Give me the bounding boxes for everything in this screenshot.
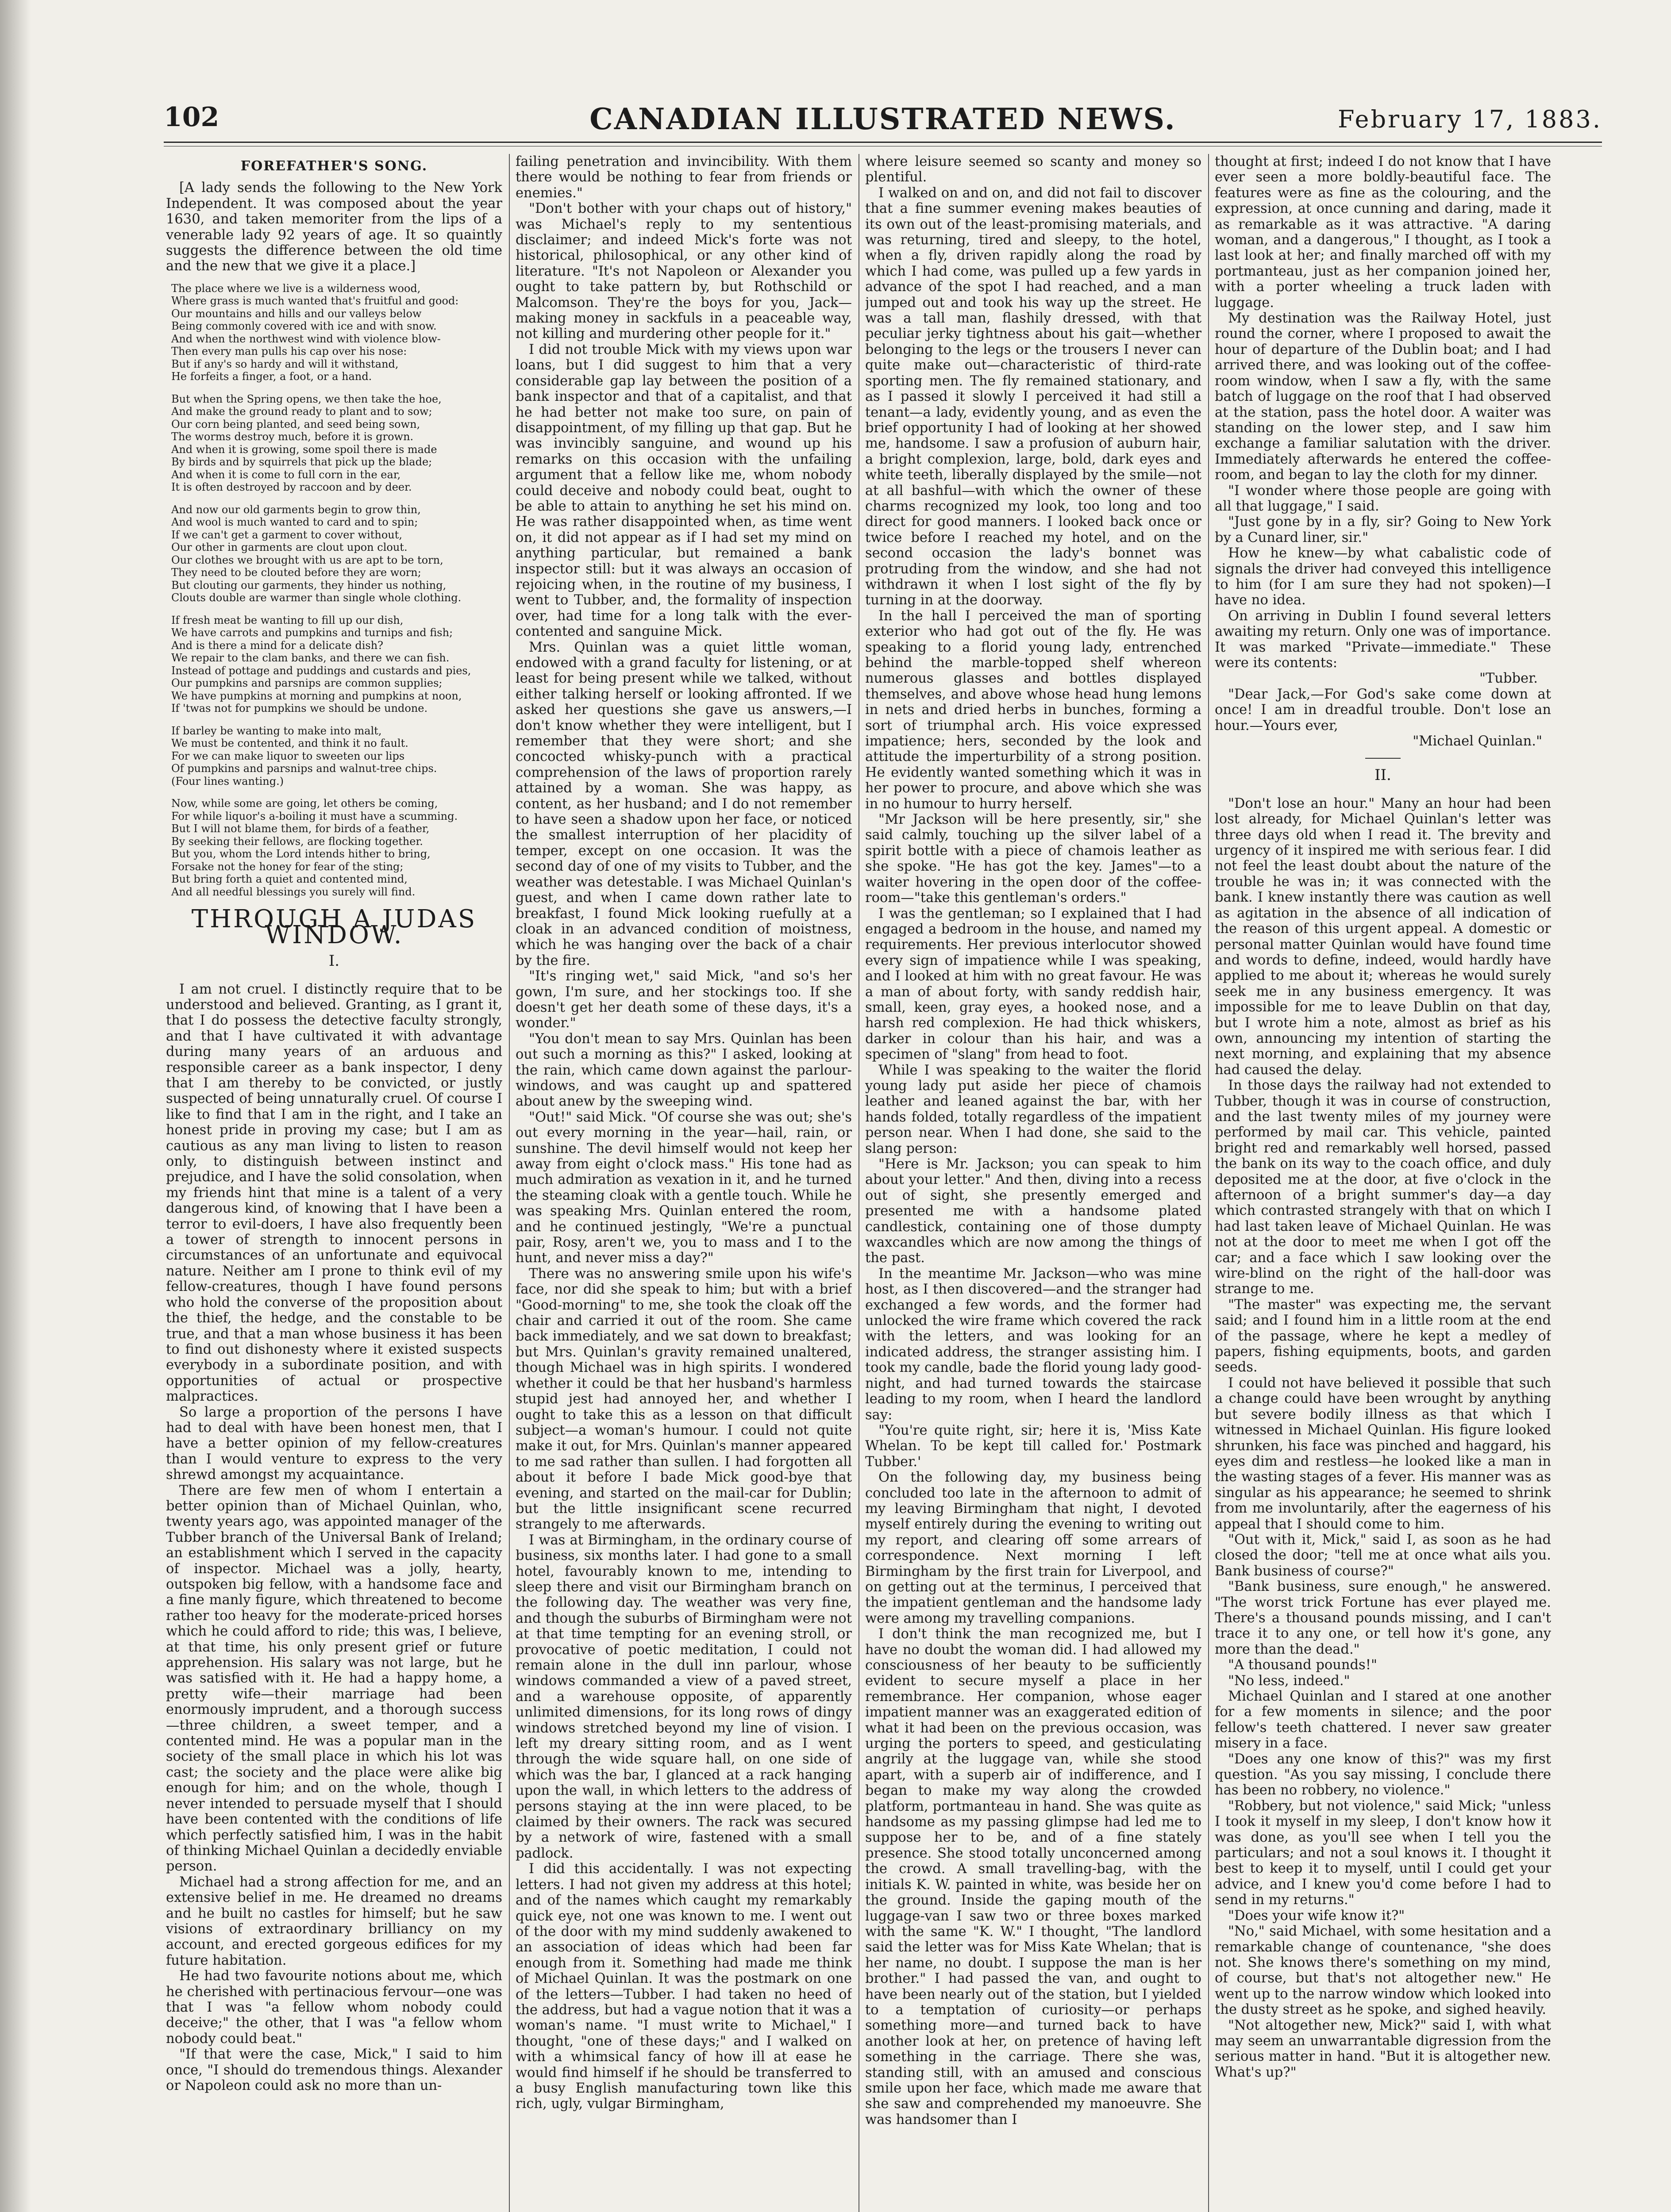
verse-line: Of pumpkins and parsnips and walnut-tree chips.: [171, 762, 437, 775]
verse-line: Clouts double are warmer than single whole clothing.: [171, 591, 462, 604]
verse-line: Instead of pottage and puddings and custards and pies,: [171, 664, 471, 677]
paragraph: I could not have believed it possible that such a change could have been wrought by anything but severe bodily illness as that which I witnessed in Michael Quinlan. His figure looked shrunken, his face was pinched and haggard, his eyes dim and restless—he looked like a man in the wasting stages of a fever. His manner was as singular as his appearance; he seemed to shrink from me involuntarily, after the eagerness of his appeal that I should come to him.: [1215, 1375, 1551, 1532]
paragraph: So large a proportion of the persons I have had to deal with have been honest men, that I have a better opinion of my fellow-creatures than I would venture to express to the very shrewd amongst my acquaintance.: [166, 1404, 502, 1483]
paragraph: "A thousand pounds!": [1228, 1657, 1377, 1673]
part-numeral-2: II.: [1375, 766, 1391, 784]
song-stanza: [171, 614, 502, 715]
verse-line: Our pumpkins and parsnips are common supplies;: [171, 677, 443, 690]
song-stanza: [171, 393, 502, 494]
paragraph: I walked on and on, and did not fail to discover that a fine summer evening makes beauties of its own out of the least-promising materials, and was returning, tired and sleepy, to the hotel, when a fly, driven rapidly along the road by which I had come, was pulled up a few yards in advance of the spot I had reached, and a man jumped out and took his way up the street. He was a tall man, flashily dressed, with that peculiar jerky tightness about his gait—whether belonging to the legs or the trousers I never can quite make out—characteristic of third-rate sporting men. The fly remained stationary, and as I passed it slowly I perceived it had still a tenant—a lady, evidently young, and as even the brief opportunity I had of looking at her showed me, handsome. I saw a profusion of auburn hair, a bright complexion, large, bold, dark eyes and white teeth, liberally displayed by the smile—not at all bashful—with which the owner of these charms recognized my look, too long and too direct for good manners. I looked back once or twice before I reached my hotel, and on the second occasion the lady's bonnet was protruding from the window, and she had not withdrawn it when I lost sight of the fly by turning in at the doorway.: [865, 185, 1201, 608]
verse-line: We repair to the clam banks, and there we can fish.: [171, 652, 450, 664]
column-divider: [1208, 154, 1209, 2212]
paragraph: "Not altogether new, Mick?" said I, with what may seem an unwarrantable digression from the serious matter in hand. "But it is altogether new. What's up?": [1215, 2017, 1551, 2080]
verse-line: And is there a mind for a delicate dish?: [171, 639, 384, 652]
verse-line: We have carrots and pumpkins and turnips and fish;: [171, 626, 453, 639]
paragraph: where leisure seemed so scanty and money so plentiful.: [865, 154, 1201, 185]
paragraph: "No," said Michael, with some hesitation and a remarkable change of countenance, "she does not. She knows there's something on my mind, of course, but that's not altogether new." He went up to the narrow window which looked into the dusty street as he spoke, and sighed heavily.: [1215, 1924, 1551, 2018]
paragraph: Mrs. Quinlan was a quiet little woman, endowed with a grand faculty for listening, or at least for being present while we talked, without either talking herself or looking affronted. If we asked her questions she gave us answers,—I don't know whether they were intelligent, but I remember that they were short; and she concocted whisky-punch with a practical comprehension of the laws of proportion rarely attained by a woman. She was happy, as content, as her husband; and I do not remember to have seen a shadow upon her face, or noticed the smallest interruption of her placidity of temper, except on one occasion. It was the second day of one of my visits to Tubber, and the weather was detestable. I was Michael Quinlan's guest, and when I came down rather late to breakfast, I found Mick looking ruefully at a cloak in an advanced condition of moistness, which he was hanging over the back of a chair by the fire.: [516, 639, 852, 968]
song-stanzas: [166, 282, 502, 899]
paragraph: On the following day, my business being concluded too late in the afternoon to admit of my leaving Birmingham that night, I devoted myself entirely during the evening to writing out my report, and clearing off some arrears of correspondence. Next morning I left Birmingham by the first train for Liverpool, and on getting out at the terminus, I perceived that the impatient gentleman and the handsome lady were among my travelling companions.: [865, 1470, 1201, 1626]
header-rule: [164, 142, 1602, 143]
paragraph: "You don't mean to say Mrs. Quinlan has been out such a morning as this?" I asked, looking at the rain, which came down against the parlour-windows, and was caught up and spattered about anew by the sweeping wind.: [516, 1031, 852, 1110]
verse-line: He forfeits a finger, a foot, or a hand.: [171, 370, 372, 383]
verse-line: (Four lines wanting.): [171, 775, 284, 787]
verse-line: And now our old garments begin to grow thin,: [171, 503, 421, 516]
paragraph: On arriving in Dublin I found several letters awaiting my return. Only one was of importance. It was marked "Private—immediate." These were its contents:: [1215, 608, 1551, 671]
column-4-text-continued: [1215, 796, 1551, 2080]
paragraph: "Robbery, but not violence," said Mick; "unless I took it myself in my sleep, I don't know how it was done, as you'll see when I tell you the particulars; and not a soul knows it. I thought it best to keep it to myself, until I could get your advice, and I knew you'd come before I had to send in my returns.": [1215, 1798, 1551, 1908]
verse-line: But if any's so hardy and will it withstand,: [171, 357, 399, 370]
paragraph: "The master" was expecting me, the servant said; and I found him in a little room at the end of the passage, where he kept a medley of papers, fishing equipments, boots, and garden seeds.: [1215, 1297, 1551, 1375]
paragraph: How he knew—by what cabalistic code of signals the driver had conveyed this intelligence to him (for I am sure they had not spoken)—I have no idea.: [1215, 545, 1551, 608]
paragraph: I did not trouble Mick with my views upon war loans, but I did suggest to him that a very considerable gap lay between the position of a bank inspector and that of a capitalist, and that he had better not make too sure, on pain of disappointment, of my filling up that gap. But he was invincibly sanguine, and wound up his remarks on this occasion with the unfailing argument that a fellow like me, whom nobody could deceive and nobody could beat, ought to be able to attain to anything he set his mind on. He was rather disappointed when, as time went on, it did not appear as if I had set my mind on anything particular, but remained a bank inspector still: but it was always an occasion of rejoicing when, in the routine of my business, I went to Tubber, and, the formality of inspection over, had time for a long talk with the ever-contented and sanguine Mick.: [516, 342, 852, 640]
verse-line: Then every man pulls his cap over his nose:: [171, 345, 407, 358]
paragraph: "Don't lose an hour." Many an hour had been lost already, for Michael Quinlan's letter was three days old when I read it. The brevity and urgency of it inspired me with serious fear. I did not feel the least doubt about the nature of the trouble he was in; it was connected with the bank. I knew instantly there was caution as well as agitation in the absence of all indication of the reason of this urgent appeal. A domestic or personal matter Quinlan would have found time and words to define, indeed, would hardly have applied to me about it; whereas he would surely seek me in any business emergency. It was impossible for me to leave Dublin on that day, but I wrote him a note, almost as brief as his own, announcing my intention of starting the next morning, and explaining that my absence had caused the delay.: [1215, 795, 1551, 1078]
paragraph: "Bank business, sure enough," he answered. "The worst trick Fortune has ever played me. There's a thousand pounds missing, and I can't trace it to any one, or tell how it's gone, any more than the dead.": [1215, 1579, 1551, 1657]
verse-line: By birds and by squirrels that pick up the blade;: [171, 456, 432, 469]
verse-line: For we can make liquor to sweeten our lips: [171, 749, 405, 762]
song-title: FOREFATHER'S SONG.: [240, 158, 428, 174]
section-rule: [1365, 758, 1401, 759]
paragraph: Michael Quinlan and I stared at one another for a few moments in silence; and the poor fellow's teeth chattered. I never saw greater misery in a face.: [1215, 1689, 1551, 1751]
paragraph: I don't think the man recognized me, but I have no doubt the woman did. I had allowed my consciousness of her beauty to be sufficiently evident to secure myself a place in her remembrance. Her companion, whose eager impatient manner was an exaggerated edition of what it had been on the previous occasion, was urging the porters to speed, and gesticulating angrily at the luggage van, while she stood apart, with a superb air of indifference, and I began to make my way along the crowded platform, portmanteau in hand. She was quite as handsome as my passing glimpse had led me to suppose her to be, and of a fine stately presence. She stood totally unconcerned among the crowd. A small travelling-bag, with the initials K. W. painted in white, was beside her on the ground. Inside the gaping mouth of the luggage-van I saw two or three boxes marked with the same "K. W." I thought, "The landlord said the letter was for Miss Kate Whelan; that is her name, no doubt. I suppose the man is her brother." I had passed the van, and ought to have been nearly out of the station, but I yielded to a temptation of curiosity—or perhaps something more—and turned back to have another look at her, on pretence of having left something in the carriage. There she was, standing still, with an amused and conscious smile upon her face, which made me aware that she saw and comprehended my manoeuvre. She was handsomer than I: [865, 1626, 1201, 2128]
paragraph: "Here is Mr. Jackson; you can speak to him about your letter." And then, diving into a recess out of sight, she presently emerged and presented me with a handsome plated candlestick, containing one of those dumpty waxcandles which are now among the things of the past.: [865, 1156, 1201, 1266]
verse-line: We have pumpkins at morning and pumpkins at noon,: [171, 689, 462, 702]
column-2-text: [516, 154, 852, 2112]
verse-line: If barley be wanting to make into malt,: [171, 724, 382, 737]
verse-line: But you, whom the Lord intends hither to bring,: [171, 848, 431, 860]
verse-line: And wool is much wanted to card and to spin;: [171, 516, 418, 529]
verse-line: Our mountains and hills and our valleys below: [171, 307, 422, 320]
verse-line: Our clothes we brought with us are apt to be torn,: [171, 553, 443, 566]
verse-line: Forsake not the honey for fear of the sting;: [171, 860, 404, 873]
song-intro: [A lady sends the following to the New York Independent. It was composed about the year 1630, and taken memoriter from the lips of a venerable lady 92 years of age. It so quaintly suggests the difference between the old time and the new that we give it a place.]: [166, 180, 502, 274]
paragraph: I was at Birmingham, in the ordinary course of business, six months later. I had gone to a small hotel, favourably known to me, intending to sleep there and visit our Birmingham branch on the following day. The weather was very fine, and though the suburbs of Birmingham were not at that time tempting for an evening stroll, or provocative of poetic meditation, I could not remain alone in the dull inn parlour, whose windows commanded a view of a paved street, and a warehouse opposite, of apparently unlimited dimensions, for its long rows of dingy windows stretched beyond my line of vision. I left my dreary sitting room, and as I went through the wide square hall, on one side of which was the bar, I glanced at a rack hanging upon the wall, in which letters to the address of persons staying at the inn were placed, to be claimed by their owners. The rack was secured by a network of wire, fastened with a small padlock.: [516, 1532, 852, 1861]
paragraph: "Out with it, Mick," said I, as soon as he had closed the door; "tell me at once what ails you. Bank business of course?": [1215, 1532, 1551, 1579]
paragraph: "Just gone by in a fly, sir? Going to New York by a Cunard liner, sir.": [1215, 514, 1551, 545]
paragraph: I was the gentleman; so I explained that I had engaged a bedroom in the house, and named my requirements. Her previous interlocutor showed every sign of impatience while I was speaking, and I looked at him with no great favour. He was a man of about forty, with sandy reddish hair, small, keen, gray eyes, a hooked nose, and a harsh red complexion. He had thick whiskers, darker in colour than his hair, and was a specimen of "slang" from head to foot.: [865, 906, 1201, 1063]
paragraph: Michael had a strong affection for me, and an extensive belief in me. He dreamed no dreams and he built no castles for himself; but he saw visions of extraordinary brilliancy on my account, and erected gorgeous edifices for my future habitation.: [166, 1874, 502, 1968]
verse-line: But clouting our garments, they hinder us nothing,: [171, 579, 447, 591]
verse-line: The place where we live is a wilderness wood,: [171, 282, 421, 295]
verse-line: And when it is come to full corn in the ear,: [171, 468, 401, 481]
verse-line: And all needful blessings you surely will find.: [171, 885, 416, 898]
verse-line: If fresh meat be wanting to fill up our dish,: [171, 614, 404, 626]
column-1-text: [166, 982, 502, 2094]
page-edge-shadow: [0, 0, 31, 2212]
issue-date: February 17, 1883.: [1338, 105, 1602, 133]
paragraph: In the meantime Mr. Jackson—who was mine host, as I then discovered—and the stranger had exchanged a few words, and the former had unlocked the wire frame which covered the rack with the letters, and was looking for an indicated address, the stranger assisting him. I took my candle, bade the florid young lady good-night, and had turned towards the staircase leading to my room, when I heard the landlord say:: [865, 1266, 1201, 1423]
verse-line: Our other in garments are clout upon clout.: [171, 541, 408, 554]
verse-line: Now, while some are going, let others be coming,: [171, 797, 438, 810]
verse-line: But when the Spring opens, we then take the hoe,: [171, 392, 442, 405]
column-3-text: [865, 154, 1201, 2128]
paragraph: "Does your wife know it?": [1228, 1908, 1405, 1924]
verse-line: And when it is growing, some spoil there is made: [171, 443, 437, 456]
paragraph: My destination was the Railway Hotel, just round the corner, where I proposed to await the hour of departure of the Dublin boat; and I had arrived there, and was looking out of the coffee-room window, when I saw a fly, with the same batch of luggage on the roof that I had observed at the station, pass the hotel door. A waiter was standing on the lower step, and I saw him exchange a familiar salutation with the driver. Immediately afterwards he entered the coffee-room, and began to lay the cloth for my dinner.: [1215, 311, 1551, 483]
column-4: [1215, 154, 1551, 2212]
song-stanza: [171, 797, 502, 898]
verse-line: We must be contented, and think it no fault.: [171, 737, 408, 750]
verse-line: And when the northwest wind with violence blow-: [171, 332, 441, 345]
verse-line: If 'twas not for pumpkins we should be undone.: [171, 702, 428, 715]
page-header: [164, 102, 1602, 155]
column-divider: [509, 154, 510, 2212]
verse-line: If we can't get a garment to cover without,: [171, 528, 403, 541]
paragraph: "No less, indeed.": [1228, 1673, 1350, 1689]
paragraph: "It's ringing wet," said Mick, "and so's her gown, I'm sure, and her stockings too. If she doesn't get her death some of these days, it's a wonder.": [516, 968, 852, 1031]
column-3: [865, 154, 1201, 2212]
paragraph: "You're quite right, sir; here it is, 'Miss Kate Whelan. To be kept till called for.' Postmark Tubber.': [865, 1422, 1201, 1470]
verse-line: And make the ground ready to plant and to sow;: [171, 405, 432, 418]
paragraph: There was no answering smile upon his wife's face, nor did she speak to him; but with a brief "Good-morning" to me, she took the cloak off the chair and carried it out of the room. She came back immediately, and we sat down to breakfast; but Mrs. Quinlan's gravity remained unaltered, though Michael was in high spirits. I wondered whether it could be that her husband's harmless stupid jest had annoyed her, and whether I ought to take this as a lesson on that difficult subject—a woman's humour. I could not quite make it out, for Mrs. Quinlan's manner appeared to me sad rather than sullen. I had forgotten all about it before I bade Mick good-bye that evening, and started on the mail-car for Dublin; but the little insignificant scene recurred strangely to me afterwards.: [516, 1266, 852, 1532]
page-number: 102: [164, 102, 219, 133]
paragraph: "Out!" said Mick. "Of course she was out; she's out every morning in the year—hail, rain, or sunshine. The devil himself would not keep her away from eight o'clock mass." His tone had as much admiration as vexation in it, and he turned the steaming cloak with a gentle touch. While he was speaking Mrs. Quinlan entered the room, and he continued jestingly, "We're a punctual pair, Rosy, aren't we, you to mass and I to the hunt, and never miss a day?": [516, 1109, 852, 1266]
column-1: [166, 154, 502, 2212]
paragraph: "I wonder where those people are going with all that luggage," I said.: [1215, 483, 1551, 514]
letter-signature: "Michael Quinlan.": [1413, 733, 1542, 749]
paragraph: "If that were the case, Mick," I said to him once, "I should do tremendous things. Alexander or Napoleon could ask no more than un-: [166, 2047, 502, 2093]
masthead-title: CANADIAN ILLUSTRATED NEWS.: [589, 102, 1176, 136]
paragraph: I did this accidentally. I was not expecting letters. I had not given my address at this hotel; and of the names which caught my remarkably quick eye, not one was known to me. I went out of the door with my mind suddenly awakened to an association of ideas which had been far enough from it. Something had made me think of Michael Quinlan. It was the postmark on one of the letters—Tubber. I had taken no heed of the address, but had a vague notion that it was a woman's name. "I must write to Michael," I thought, "one of these days;" and I walked on with a whimsical fancy of how ill at ease he would find himself if he should be transferred to a busy English manufacturing town like this rich, ugly, vulgar Birmingham,: [516, 1861, 852, 2112]
letter-body: "Dear Jack,—For God's sake come down at once! I am in dreadful trouble. Don't lose an hour.—Yours ever,: [1215, 686, 1551, 733]
verse-line: The worms destroy much, before it is grown.: [171, 430, 414, 443]
verse-line: It is often destroyed by raccoon and by deer.: [171, 481, 412, 494]
verse-line: But I will not blame them, for birds of a feather,: [171, 822, 430, 835]
paragraph: In those days the railway had not extended to Tubber, though it was in course of construction, and the last twenty miles of my journey were performed by mail car. This vehicle, painted bright red and remarkably well horsed, passed the bank on its way to the coach office, and duly deposited me at the door, at five o'clock in the afternoon of a bright summer's day—a day which contrasted strangely with that on which I had last taken leave of Michael Quinlan. He was not at the door to meet me when I got off the car; and a face which I saw looking over the wire-blind on the right of the hall-door was strange to me.: [1215, 1078, 1551, 1297]
paragraph: "Does any one know of this?" was my first question. "As you say missing, I conclude there has been no robbery, no violence.": [1215, 1751, 1551, 1798]
part-numeral: I.: [328, 952, 340, 970]
paragraph: In the hall I perceived the man of sporting exterior who had got out of the fly. He was speaking to a florid young lady, entrenched behind the marble-topped shelf whereon numerous glasses and bottles displayed themselves, and above whose head hung lemons in nets and dried herbs in bunches, forming a sort of triumphal arch. His voice expressed impatience; hers, seconded by the look and attitude the imperturbility of a strong position. He evidently wanted something which it was in her power to procure, and above which she was in no humour to hurry herself.: [865, 608, 1201, 812]
letter-place: "Tubber.: [1479, 671, 1538, 687]
story-title: THROUGH A JUDAS WINDOW.: [191, 905, 477, 949]
paragraph: "Mr Jackson will be here presently, sir," she said calmly, touching up the silver label of a spirit bottle with a piece of chamois leather as she spoke. "He has got the key. James"—to a waiter hovering in the open door of the coffee-room—"take this gentleman's orders.": [865, 812, 1201, 906]
song-stanza: [171, 282, 502, 383]
paragraph: failing penetration and invincibility. With them there would be nothing to fear from friends or enemies.": [516, 154, 852, 201]
column-2: [516, 154, 852, 2212]
paragraph: "Don't bother with your chaps out of history," was Michael's reply to my sententious disclaimer; and indeed Mick's forte was not historical, philosophical, or any other kind of literature. "It's not Napoleon or Alexander you ought to take pattern by, but Rothschild or Malcomson. They're the boys for you, Jack—making money in sackfuls in a peaceable way, not killing and murdering other people for it.": [516, 201, 852, 342]
verse-line: By seeking their fellows, are flocking together.: [171, 835, 423, 848]
paragraph: While I was speaking to the waiter the florid young lady put aside her piece of chamois leather and leaned against the bar, with her hands folded, totally regardless of the impatient person near. When I had done, she said to the slang person:: [865, 1062, 1201, 1156]
verse-line: For while liquor's a-boiling it must have a scumming.: [171, 810, 458, 822]
verse-line: Being commonly covered with ice and with snow.: [171, 320, 437, 333]
verse-line: But bring forth a quiet and contented mind,: [171, 873, 408, 886]
verse-line: Our corn being planted, and seed being sown,: [171, 418, 420, 430]
column-4-text: [1215, 154, 1551, 671]
paragraph: I am not cruel. I distinctly require that to be understood and believed. Granting, as I grant it, that I do possess the detective faculty strongly, and that I have cultivated it with advantage during many years of an arduous and responsible career as a bank inspector, I deny that I am thereby to be convicted, or justly suspected of being unnaturally cruel. Of course I like to find that I am in the right, and I take an honest pride in proving my case; but I am as cautious as any man living to listen to reason only, to distinguish between instinct and prejudice, and I have the solid consolation, when my friends hint that mine is a talent of a very dangerous kind, of knowing that I have been a terror to evil-doers, I have also frequently been a tower of strength to innocent persons in circumstances of an unfortunate and equivocal nature. Neither am I prone to think evil of my fellow-creatures, though I have found persons who hold the converse of the proposition about the thief, the hedge, and the constable to be true, and that a man whose business it has been to find out dishonesty where it existed suspects everybody in a subordinate position, and with opportunities of actual or prospective malpractices.: [166, 981, 502, 1405]
paragraph: There are few men of whom I entertain a better opinion than of Michael Quinlan, who, twenty years ago, was appointed manager of the Tubber branch of the Universal Bank of Ireland; an establishment which I served in the capacity of inspector. Michael was a jolly, hearty, outspoken big fellow, with a handsome face and a fine manly figure, which threatened to become rather too heavy for the moderate-priced horses which he could afford to ride; this was, I believe, at that time, his only present grief or future apprehension. His salary was not large, but he was satisfied with it. He had a happy home, a pretty wife—their marriage had been enormously imprudent, and a thorough success—three children, a sweet temper, and a contented mind. He was a popular man in the society of the small place in which his lot was cast; the society and the place were alike big enough for him; and on the whole, though I never intended to persuade myself that I should have been contented with the conditions of life which perfectly satisfied him, I was in the habit of thinking Michael Quinlan a decidedly enviable person.: [166, 1482, 502, 1874]
paragraph: He had two favourite notions about me, which he cherished with pertinacious fervour—one was that I was "a fellow whom nobody could deceive;" the other, that I was "a fellow whom nobody could beat.": [166, 1968, 502, 2047]
song-stanza: [171, 503, 502, 604]
verse-line: They need to be clouted before they are worn;: [171, 566, 421, 579]
verse-line: Where grass is much wanted that's fruitful and good:: [171, 295, 459, 307]
paragraph: thought at first; indeed I do not know that I have ever seen a more boldly-beautiful face. The features were as fine as the colouring, and the expression, at once cunning and daring, made it as remarkable as it was attractive. "A daring woman, and a dangerous," I thought, as I took a last look at her; and finally marched off with my portmanteau, just as her companion joined her, with a porter wheeling a truck laden with luggage.: [1215, 154, 1551, 311]
song-stanza: [171, 725, 502, 788]
